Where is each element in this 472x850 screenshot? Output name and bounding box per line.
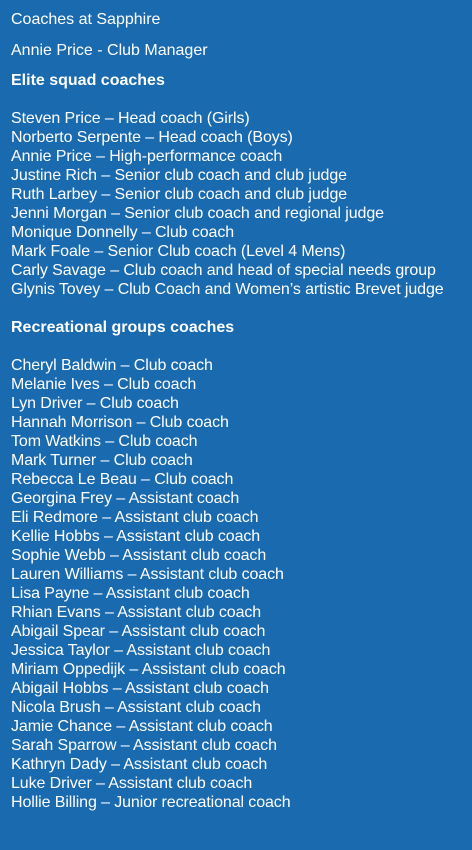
coach-list-item: Lauren Williams – Assistant club coach bbox=[11, 566, 284, 583]
coach-list-item: Eli Redmore – Assistant club coach bbox=[11, 509, 259, 526]
coach-list-item: Abigail Spear – Assistant club coach bbox=[11, 623, 266, 640]
coach-list-item: Tom Watkins – Club coach bbox=[11, 433, 198, 450]
elite-coach-list bbox=[11, 109, 444, 299]
coach-list-item: Mark Foale – Senior Club coach (Level 4 Mens) bbox=[11, 243, 346, 260]
coach-list-item: Sarah Sparrow – Assistant club coach bbox=[11, 737, 277, 754]
coach-list-item: Jessica Taylor – Assistant club coach bbox=[11, 642, 271, 659]
coach-list-item: Annie Price – High-performance coach bbox=[11, 148, 283, 165]
page-title: Coaches at Sapphire bbox=[11, 11, 161, 28]
coach-list-item: Ruth Larbey – Senior club coach and club judge bbox=[11, 186, 348, 203]
coach-list-item: Jamie Chance – Assistant club coach bbox=[11, 718, 273, 735]
coach-list-item: Norberto Serpente – Head coach (Boys) bbox=[11, 129, 293, 146]
coach-list-item: Lyn Driver – Club coach bbox=[11, 395, 179, 412]
coach-list-item: Abigail Hobbs – Assistant club coach bbox=[11, 680, 269, 697]
club-manager-line: Annie Price - Club Manager bbox=[11, 42, 208, 59]
coach-list-item: Glynis Tovey – Club Coach and Women’s artistic Brevet judge bbox=[11, 281, 444, 298]
coach-list-item: Monique Donnelly – Club coach bbox=[11, 224, 235, 241]
coach-list-item: Lisa Payne – Assistant club coach bbox=[11, 585, 250, 602]
coach-list-item: Melanie Ives – Club coach bbox=[11, 376, 197, 393]
coach-list-item: Rebecca Le Beau – Club coach bbox=[11, 471, 234, 488]
coach-list-item: Georgina Frey – Assistant coach bbox=[11, 490, 240, 507]
coach-list-item: Luke Driver – Assistant club coach bbox=[11, 775, 253, 792]
coach-list-item: Hollie Billing – Junior recreational coach bbox=[11, 794, 291, 811]
coach-list-item: Kellie Hobbs – Assistant club coach bbox=[11, 528, 261, 545]
coach-list-item: Justine Rich – Senior club coach and club judge bbox=[11, 167, 347, 184]
coach-list-item: Jenni Morgan – Senior club coach and regional judge bbox=[11, 205, 384, 222]
coach-list-item: Kathryn Dady – Assistant club coach bbox=[11, 756, 268, 773]
coach-list-item: Rhian Evans – Assistant club coach bbox=[11, 604, 262, 621]
elite-squad-heading: Elite squad coaches bbox=[11, 72, 165, 89]
recreational-groups-heading: Recreational groups coaches bbox=[11, 319, 235, 336]
coach-list-item: Cheryl Baldwin – Club coach bbox=[11, 357, 213, 374]
coach-list-item: Carly Savage – Club coach and head of special needs group bbox=[11, 262, 436, 279]
coach-list-item: Sophie Webb – Assistant club coach bbox=[11, 547, 267, 564]
recreational-coach-list bbox=[11, 356, 291, 812]
coach-list-item: Miriam Oppedijk – Assistant club coach bbox=[11, 661, 286, 678]
coach-list-item: Nicola Brush – Assistant club coach bbox=[11, 699, 261, 716]
coach-list-item: Hannah Morrison – Club coach bbox=[11, 414, 229, 431]
coach-list-item: Mark Turner – Club coach bbox=[11, 452, 193, 469]
coach-list-item: Steven Price – Head coach (Girls) bbox=[11, 110, 250, 127]
